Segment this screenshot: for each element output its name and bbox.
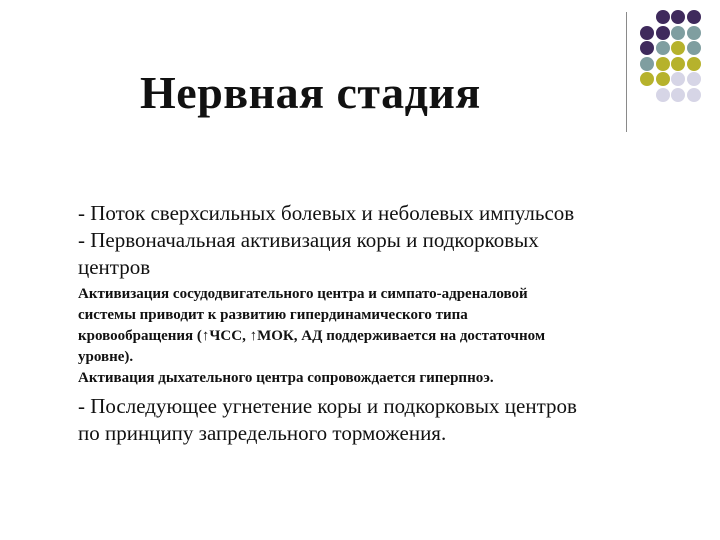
decor-dot bbox=[640, 26, 654, 40]
decor-dot bbox=[671, 57, 685, 71]
decor-dot bbox=[656, 26, 670, 40]
closing-line: по принципу запредельного торможения. bbox=[78, 421, 447, 445]
decor-dot bbox=[671, 10, 685, 24]
decor-dot bbox=[671, 72, 685, 86]
decor-dot bbox=[687, 57, 701, 71]
decor-dot bbox=[640, 57, 654, 71]
slide-title: Нервная стадия bbox=[140, 67, 481, 118]
closing-line: - Последующее угнетение коры и подкорковых центров bbox=[78, 394, 577, 418]
decor-dot bbox=[687, 41, 701, 55]
decor-dot bbox=[656, 72, 670, 86]
decor-dot bbox=[687, 10, 701, 24]
decor-dot bbox=[687, 88, 701, 102]
decor-dot bbox=[640, 72, 654, 86]
decor-dot bbox=[671, 88, 685, 102]
detail-block bbox=[78, 284, 678, 389]
detail-line: системы приводит к развитию гипердинамического типа bbox=[78, 307, 468, 323]
decor-dot bbox=[640, 41, 654, 55]
decor-dot bbox=[687, 72, 701, 86]
decor-dot bbox=[656, 88, 670, 102]
detail-line: кровообращения (↑ЧСС, ↑МОК, АД поддерживается на достаточном bbox=[78, 328, 546, 344]
decor-dot bbox=[656, 41, 670, 55]
divider-line bbox=[626, 12, 627, 132]
detail-line: Активация дыхательного центра сопровождается гиперпноэ. bbox=[78, 370, 494, 386]
decor-dot bbox=[671, 26, 685, 40]
decor-dot bbox=[656, 10, 670, 24]
detail-line: уровне). bbox=[78, 349, 134, 365]
decor-dot bbox=[687, 26, 701, 40]
decor-dot bbox=[656, 57, 670, 71]
slide-body bbox=[78, 200, 678, 447]
bullet-line: центров bbox=[78, 255, 151, 279]
bullet-line: - Поток сверхсильных болевых и неболевых импульсов bbox=[78, 201, 575, 225]
decor-dot bbox=[671, 41, 685, 55]
bullet-line: - Первоначальная активизация коры и подкорковых bbox=[78, 228, 539, 252]
detail-line: Активизация сосудодвигательного центра и симпато-адреналовой bbox=[78, 286, 528, 302]
